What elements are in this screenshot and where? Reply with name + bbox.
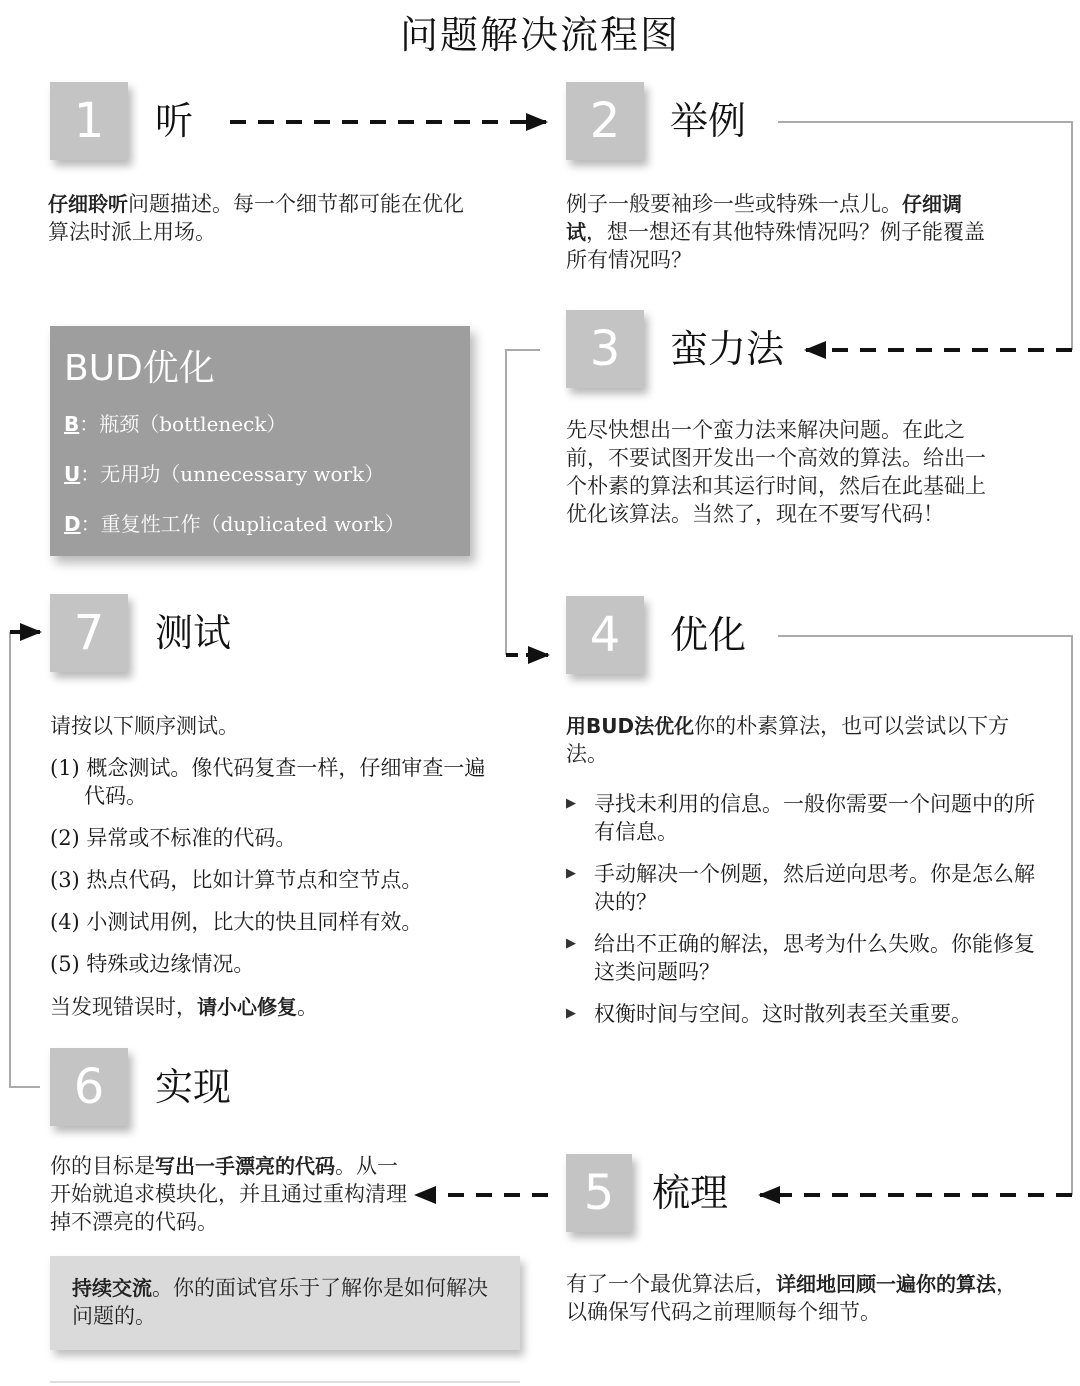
step-2-number: 2 — [566, 82, 644, 160]
list-item: ▶ 手动解决一个例题，然后逆向思考。你是怎么解决的？ — [566, 862, 1035, 914]
triangle-bullet-icon: ▶ — [566, 796, 576, 811]
test-item: (2) 异常或不标准的代码。 — [50, 826, 297, 850]
bud-row-b: B：瓶颈（bottleneck） — [64, 412, 287, 436]
step-5-description: 有了一个最优算法后，详细地回顾一遍你的算法，以确保写代码之前理顺每个细节。 — [566, 1272, 1017, 1324]
step-6-description: 你的目标是写出一手漂亮的代码。从一开始就追求模块化，并且通过重构清理掉不漂亮的代码。 — [50, 1154, 407, 1234]
list-item: ▶ 给出不正确的解法，思考为什么失败。你能修复这类问题吗？ — [566, 932, 1035, 984]
step-4-number: 4 — [566, 596, 644, 674]
step-6-title: 实现 — [155, 1065, 232, 1109]
step-5-number: 5 — [566, 1154, 632, 1232]
step-4-title: 优化 — [670, 613, 747, 657]
step-4-description: 用BUD法优化你的朴素算法，也可以尝试以下方法。 — [566, 714, 1010, 766]
step-3-title: 蛮力法 — [670, 327, 785, 371]
step-7-number: 7 — [50, 594, 128, 672]
bud-row-d: D：重复性工作（duplicated work） — [64, 512, 405, 536]
communication-text: 持续交流。你的面试官乐于了解你是如何解决问题的。 — [72, 1276, 488, 1328]
bud-optimization-box — [50, 326, 470, 556]
triangle-bullet-icon: ▶ — [566, 1006, 576, 1021]
step-2-description: 例子一般要袖珍一些或特殊一点儿。仔细调试，想一想还有其他特殊情况吗？例子能覆盖所有情况吗？ — [566, 192, 985, 272]
connector-3-to-4 — [506, 350, 540, 655]
test-item: (3) 热点代码，比如计算节点和空节点。 — [50, 868, 423, 892]
step-3-number: 3 — [566, 310, 644, 388]
step-2-title: 举例 — [670, 99, 747, 143]
triangle-bullet-icon: ▶ — [566, 936, 576, 951]
test-item: (5) 特殊或边缘情况。 — [50, 952, 255, 976]
test-list — [50, 754, 490, 992]
step-1-number: 1 — [50, 82, 128, 160]
step-5-title: 梳理 — [652, 1171, 729, 1215]
step-1-title: 听 — [155, 99, 194, 143]
step-7-title: 测试 — [155, 611, 232, 655]
bud-row-u: U：无用功（unnecessary work） — [64, 462, 385, 486]
list-item: ▶ 寻找未利用的信息。一般你需要一个问题中的所有信息。 — [566, 792, 1035, 844]
optimization-list — [566, 790, 1036, 1042]
connector-6-to-7 — [10, 632, 40, 1087]
communication-box — [50, 1256, 520, 1350]
list-item: ▶ 权衡时间与空间。这时散列表至关重要。 — [566, 1002, 972, 1026]
test-item: (4) 小测试用例，比大的快且同样有效。 — [50, 910, 423, 934]
step-1-description: 仔细聆听问题描述。每一个细节都可能在优化算法时派上用场。 — [48, 192, 464, 244]
step-7-intro: 请按以下顺序测试。 — [50, 714, 239, 738]
triangle-bullet-icon: ▶ — [566, 866, 576, 881]
page-title: 问题解决流程图 — [399, 13, 680, 57]
step-6-number: 6 — [50, 1048, 128, 1126]
step-3-description: 先尽快想出一个蛮力法来解决问题。在此之前，不要试图开发出一个高效的算法。给出一个朴素的算法和其运行时间，然后在此基础上优化该算法。当然了，现在不要写代码！ — [566, 418, 986, 526]
test-item: (1) 概念测试。像代码复查一样，仔细审查一遍代码。 — [50, 756, 486, 808]
bud-title: BUD优化 — [64, 348, 215, 389]
step-7-outro: 当发现错误时，请小心修复。 — [50, 995, 318, 1019]
